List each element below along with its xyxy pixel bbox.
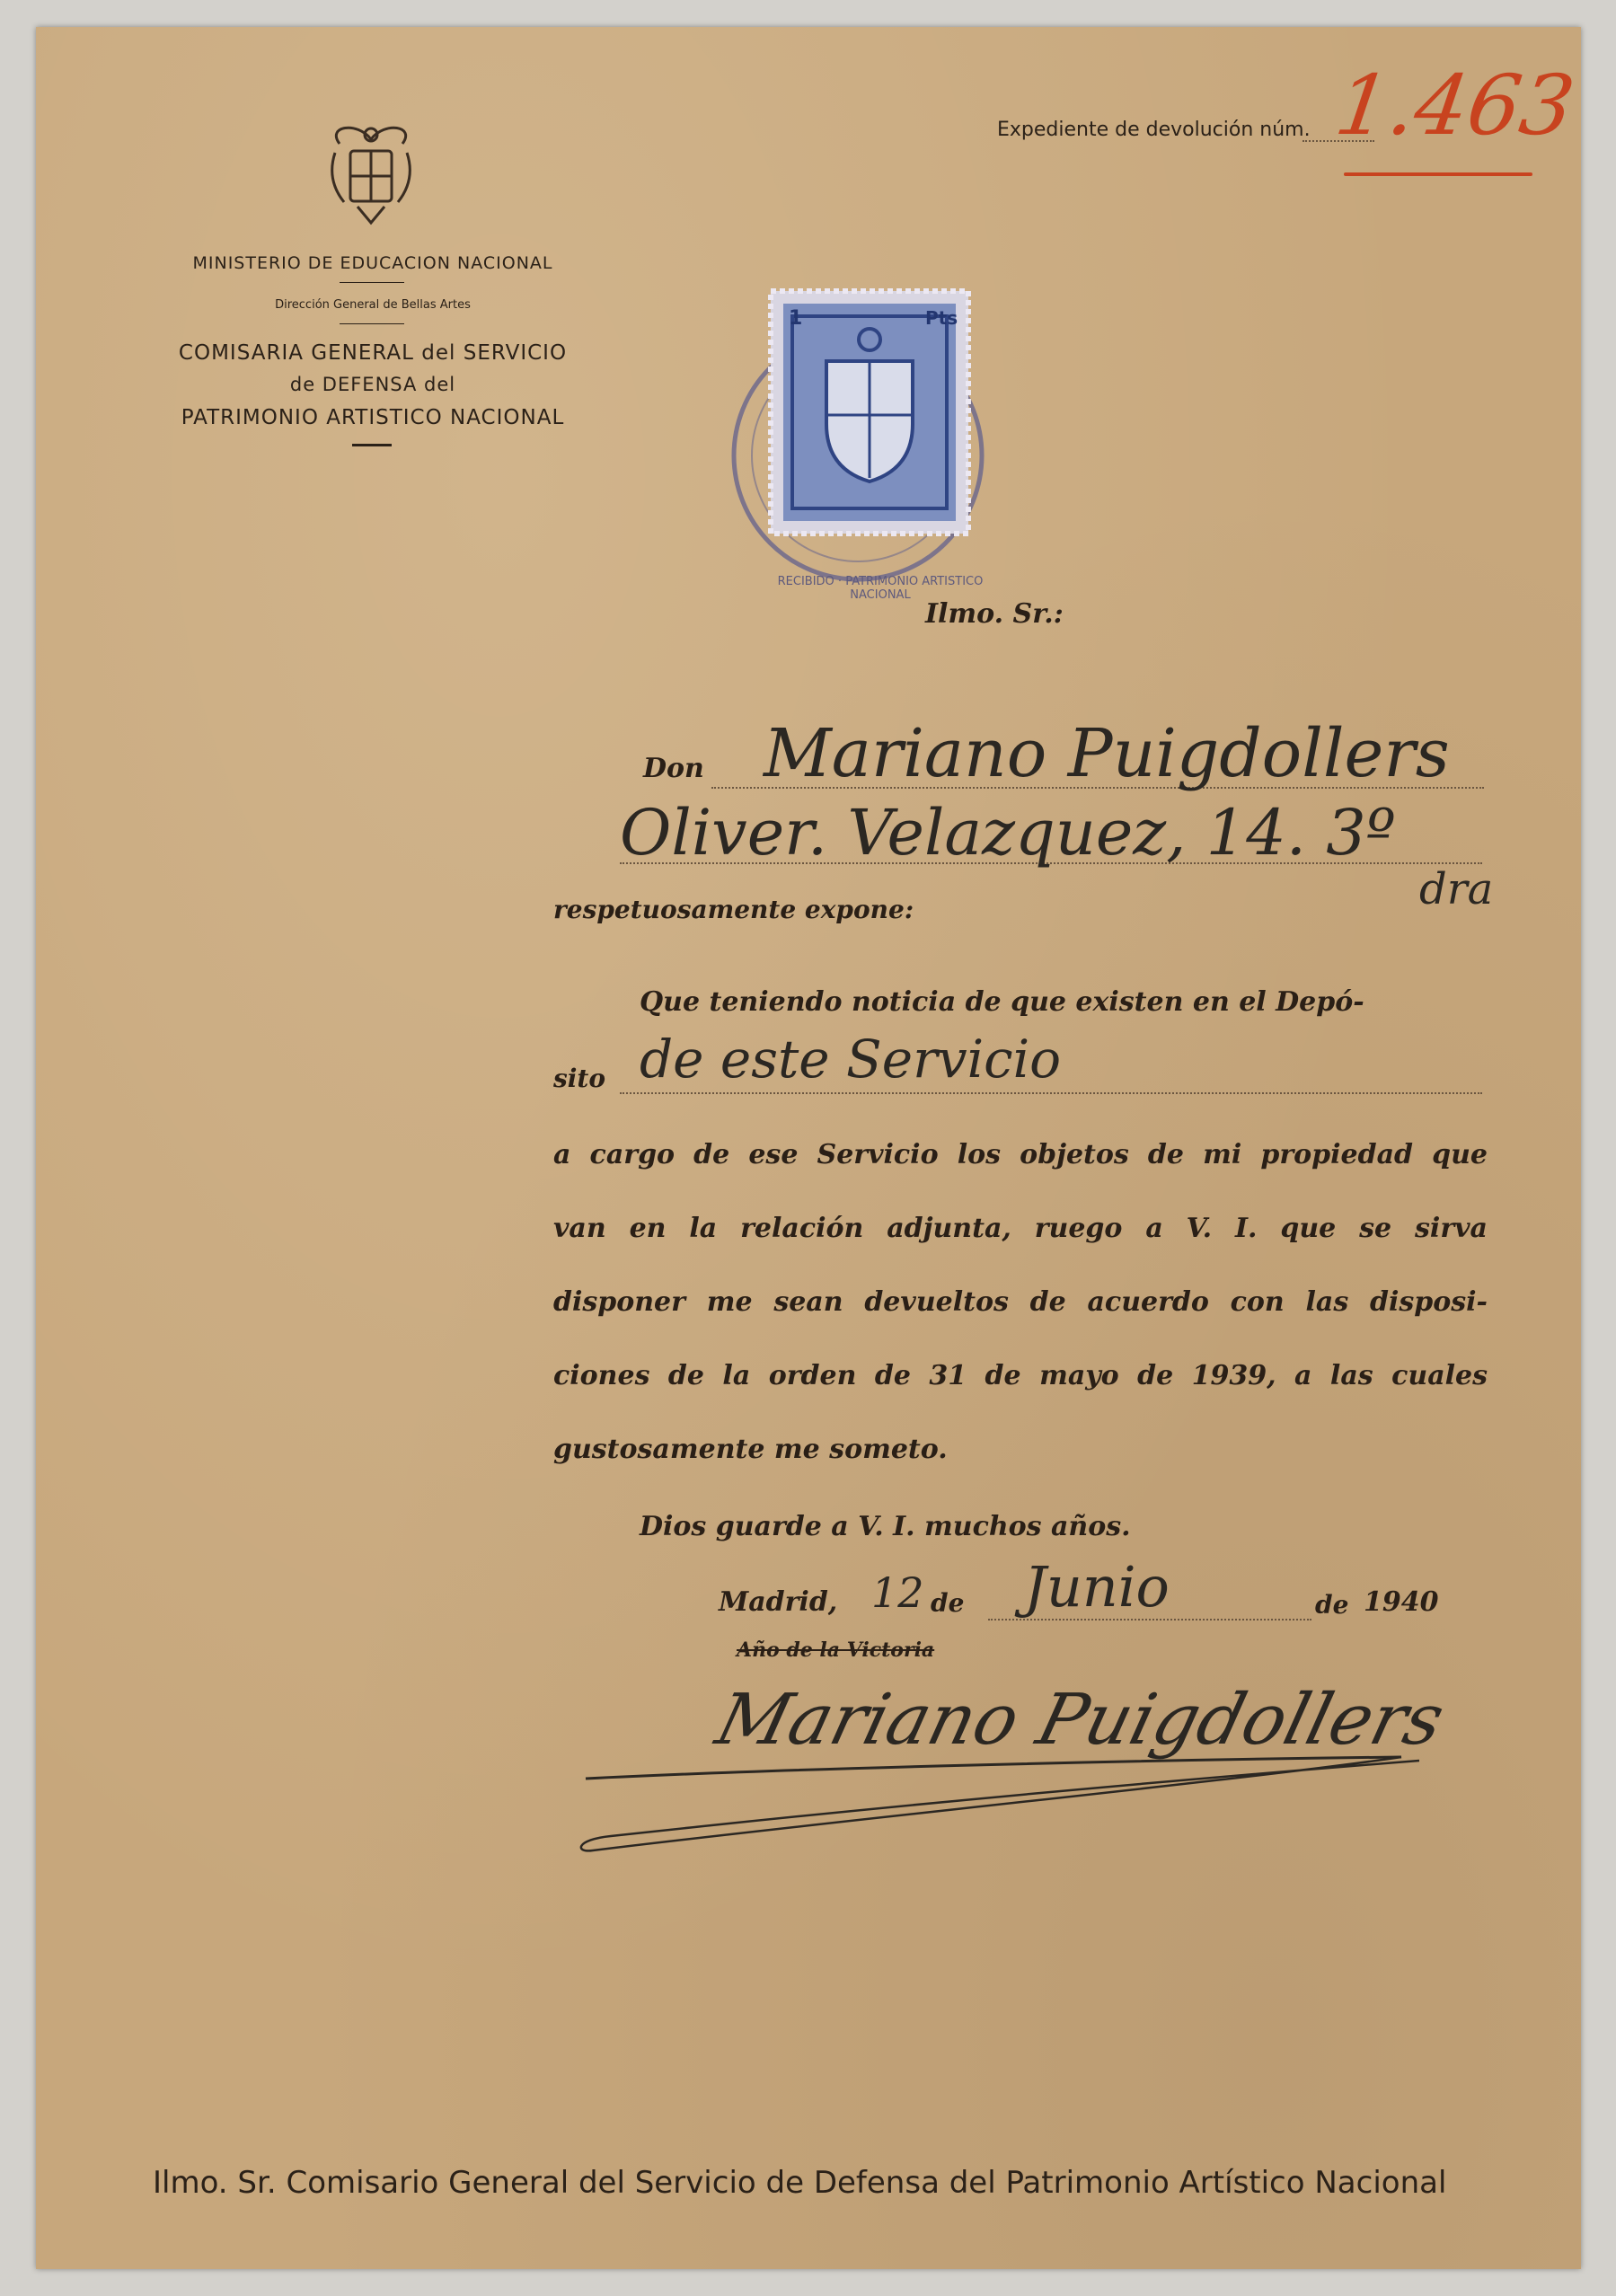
file-number-label: Expediente de devolución núm. xyxy=(997,119,1311,141)
body-line-1: a cargo de ese Servicio los objetos de mi propiedad que xyxy=(553,1139,1488,1170)
body-line-5: gustosamente me someto. xyxy=(553,1434,948,1465)
date-de-1: de xyxy=(931,1588,965,1618)
document-page xyxy=(36,27,1581,2269)
body-line-2: van en la relación adjunta, ruego a V. I. que se sirva xyxy=(553,1213,1488,1244)
file-number: 1.463 xyxy=(1329,57,1580,154)
handwritten-month: Junio xyxy=(1024,1554,1170,1620)
year-text: 1940 xyxy=(1364,1586,1439,1618)
divider xyxy=(340,282,404,283)
direction-name: Dirección General de Bellas Artes xyxy=(275,298,471,312)
handwritten-name: Mariano Puigdollers xyxy=(764,715,1450,792)
body-line-3: disponer me sean devueltos de acuerdo con las disposi- xyxy=(553,1286,1488,1318)
don-label: Don xyxy=(643,753,704,784)
closing-text: Dios guarde a V. I. muchos años. xyxy=(640,1511,1131,1542)
comisaria-line-2: de DEFENSA del xyxy=(289,374,456,395)
paragraph-line-1: Que teniendo noticia de que existen en el Depó- xyxy=(640,986,1364,1018)
deposit-line xyxy=(620,1092,1482,1094)
year-era-struck: Año de la Victoria xyxy=(737,1638,935,1662)
signature: Mariano Puigdollers xyxy=(708,1680,1453,1761)
ministry-name: MINISTERIO DE EDUCACION NACIONAL xyxy=(192,253,553,273)
coat-of-arms-icon xyxy=(322,117,420,228)
comisaria-line-1: COMISARIA GENERAL del SERVICIO xyxy=(178,341,568,365)
seal-text: RECIBIDO · PATRIMONIO ARTISTICO NACIONAL xyxy=(777,575,984,602)
revenue-stamp xyxy=(701,262,1042,613)
sito-label: sito xyxy=(553,1064,606,1093)
place-text: Madrid, xyxy=(719,1586,838,1618)
date-de-2: de xyxy=(1315,1590,1349,1620)
signature-flourish xyxy=(539,1725,1419,1868)
divider xyxy=(340,323,404,324)
handwritten-deposit: de este Servicio xyxy=(640,1029,1062,1090)
file-number-underline xyxy=(1344,172,1532,176)
divider xyxy=(352,444,392,446)
handwritten-address-note: dra xyxy=(1419,864,1494,914)
addressee-footer: Ilmo. Sr. Comisario General del Servicio de Defensa del Patrimonio Artístico Nacional xyxy=(153,2165,1447,2201)
expone-text: respetuosamente expone: xyxy=(553,895,914,924)
salutation: Ilmo. Sr.: xyxy=(925,598,1064,630)
stamp-currency: Pts xyxy=(925,307,958,329)
body-line-4: ciones de la orden de 31 de mayo de 1939, a las cuales xyxy=(553,1360,1488,1391)
stamp-value: 1 xyxy=(789,307,803,330)
handwritten-address: Oliver. Velazquez, 14. 3º xyxy=(620,796,1396,870)
handwritten-day: 12 xyxy=(871,1568,924,1617)
comisaria-line-3: PATRIMONIO ARTISTICO NACIONAL xyxy=(181,406,565,429)
